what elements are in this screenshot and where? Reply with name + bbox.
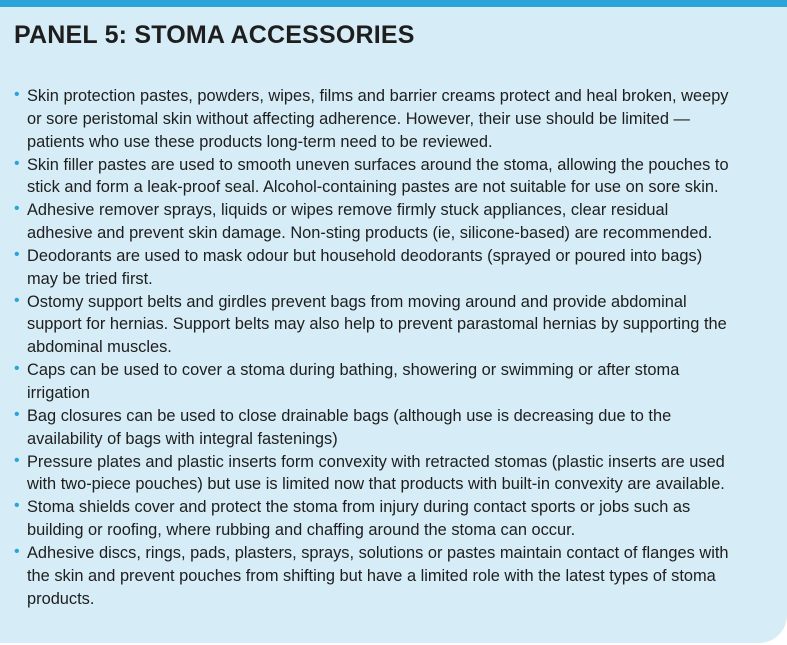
- bullet-icon: •: [14, 497, 20, 515]
- list-item: [14, 405, 780, 451]
- bullet-icon: •: [14, 245, 20, 263]
- bullet-icon: •: [14, 200, 20, 218]
- list-item-text: Ostomy support belts and girdles prevent bags from moving around and provide abdominal support for hernias. Support belts may also help to prevent parastomal hernias by supporting the abdominal muscles.: [27, 292, 727, 357]
- bullet-icon: •: [14, 405, 20, 423]
- bullet-icon: •: [14, 451, 20, 469]
- list-item: [14, 359, 780, 405]
- list-item: [14, 85, 780, 154]
- list-item-text: Caps can be used to cover a stoma during bathing, showering or swimming or after stoma irrigation: [27, 361, 680, 402]
- list-item-text: Deodorants are used to mask odour but household deodorants (sprayed or poured into bags) may be tried first.: [27, 246, 703, 288]
- list-item: [14, 451, 780, 497]
- list-item-text: Skin filler pastes are used to smooth uneven surfaces around the stoma, allowing the pouches to stick and form a leak-proof seal. Alcohol-containing pastes are not suitable for use on sore skin.: [27, 155, 729, 197]
- accessory-list: [14, 85, 780, 610]
- list-item: [14, 245, 780, 291]
- list-item-text: Pressure plates and plastic inserts form convexity with retracted stomas (plastic inserts are used with two-piece pouches) but use is limited now that products with built-in convexity are available.: [27, 452, 725, 494]
- list-item: [14, 199, 780, 245]
- list-item-text: Adhesive discs, rings, pads, plasters, sprays, solutions or pastes maintain contact of flanges with the skin and prevent pouches from shifting but have a limited role with the latest types of stoma products.: [27, 543, 729, 608]
- bullet-icon: •: [14, 86, 20, 103]
- bullet-icon: •: [14, 154, 20, 172]
- list-item-text: Bag closures can be used to close drainable bags (although use is decreasing due to the availability of bags with integral fastenings): [27, 406, 672, 448]
- list-item: [14, 542, 780, 611]
- list-item-text: Stoma shields cover and protect the stoma from injury during contact sports or jobs such as building or roofing, where rubbing and chaffing around the stoma can occur.: [27, 498, 691, 540]
- list-item: [14, 154, 780, 200]
- list-item-text: Adhesive remover sprays, liquids or wipes remove firmly stuck appliances, clear residual adhesive and prevent skin damage. Non-sting products (ie, silicone-based) are recommended.: [27, 201, 713, 243]
- bullet-icon: •: [14, 291, 20, 309]
- list-item-text: Skin protection pastes, powders, wipes, films and barrier creams protect and heal broken, weepy or sore peristomal skin without affecting adherence. However, their use should be limited — patients who use these products long-term need to be reviewed.: [27, 87, 729, 151]
- list-item: [14, 291, 780, 360]
- bullet-icon: •: [14, 542, 20, 560]
- panel-title: PANEL 5: STOMA ACCESSORIES: [14, 21, 415, 49]
- list-item: [14, 496, 780, 542]
- bullet-icon: •: [14, 360, 20, 378]
